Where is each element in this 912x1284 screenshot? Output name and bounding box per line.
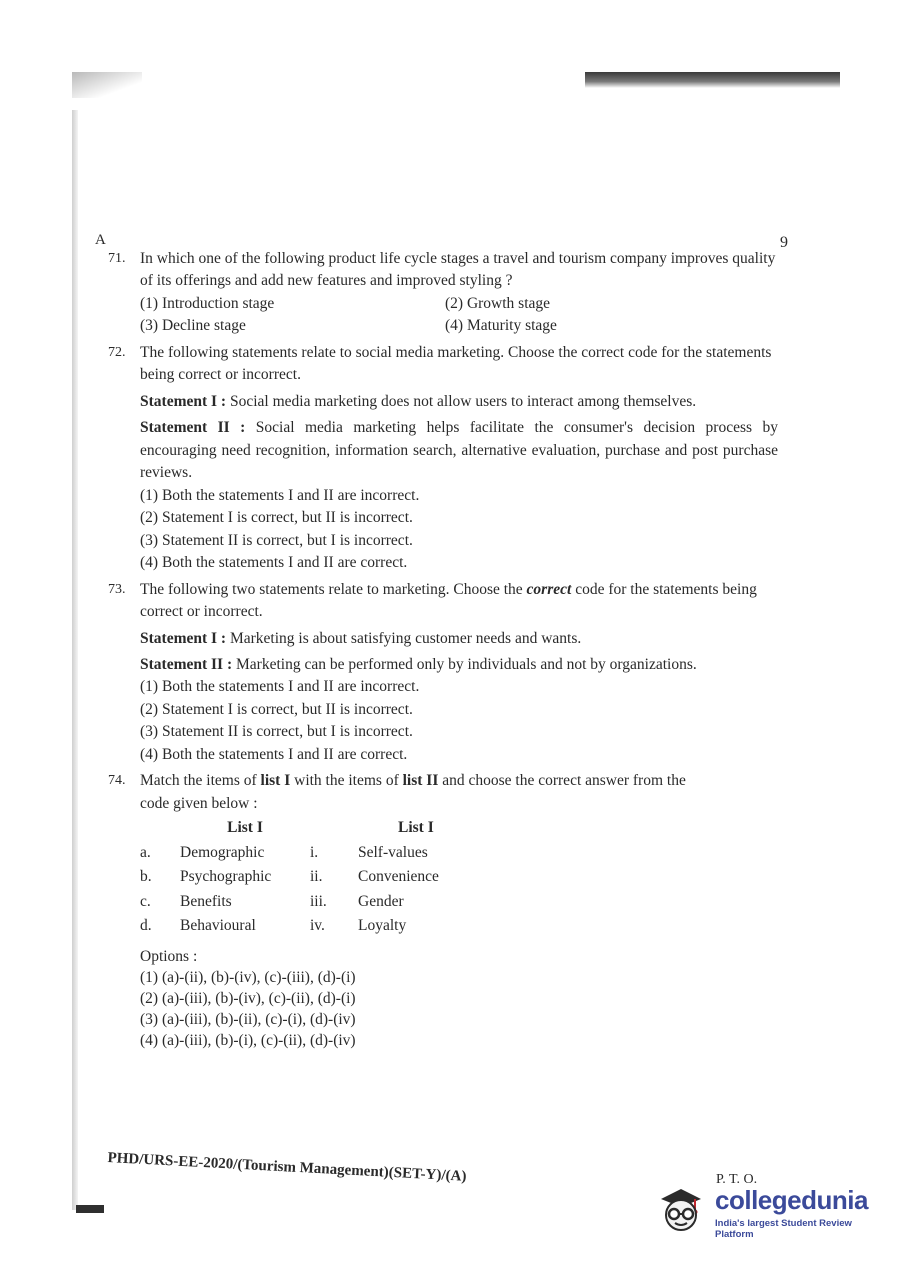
row-item: Loyalty: [358, 917, 407, 935]
option-3: (3) Statement II is correct, but I is incorrect.: [140, 723, 413, 741]
row-key: iii.: [310, 892, 327, 910]
page-number: 9: [780, 234, 788, 251]
question-72: [108, 342, 778, 575]
row-key: i.: [310, 843, 319, 861]
option-2: (2) Statement I is correct, but II is incorrect.: [140, 700, 413, 718]
set-letter: A: [95, 232, 106, 248]
options-label: Options :: [140, 947, 198, 965]
pto-label: P. T. O.: [716, 1172, 758, 1187]
option-1: (1) Both the statements I and II are incorrect.: [140, 678, 420, 696]
row-item: Psychographic: [180, 868, 272, 886]
statement-label: Statement II :: [140, 655, 233, 673]
mascot-logo-icon: [655, 1185, 711, 1233]
option-1: (1) Both the statements I and II are incorrect.: [140, 486, 420, 504]
row-key: c.: [140, 892, 151, 910]
list-1-header: List I: [227, 819, 263, 837]
statement-text: Social media marketing does not allow users to interact among themselves.: [229, 392, 697, 410]
option-3: (3) Statement II is correct, but I is incorrect.: [140, 531, 413, 549]
question-number: 71.: [108, 251, 126, 266]
row-key: ii.: [310, 868, 323, 886]
statement-2: [140, 654, 778, 676]
row-key: a.: [140, 843, 151, 861]
question-number: 72.: [108, 344, 126, 360]
statement-label: Statement I :: [140, 392, 227, 410]
statement-label: Statement II :: [140, 419, 246, 437]
option-2: (2) Growth stage: [445, 294, 551, 312]
emphasis-word: correct: [526, 580, 572, 598]
statement-label: Statement I :: [140, 629, 227, 647]
row-item: Behavioural: [180, 917, 256, 935]
questions-block: [108, 248, 778, 1056]
row-key: b.: [140, 868, 152, 886]
option-2: (2) Statement I is correct, but II is incorrect.: [140, 509, 413, 527]
row-item: Convenience: [358, 868, 439, 886]
option-4: (4) Maturity stage: [445, 317, 557, 335]
question-text: Match the items of list I with the items of list II and choose the correct answer from the: [140, 772, 686, 790]
option-4: (4) (a)-(iii), (b)-(i), (c)-(ii), (d)-(iv): [140, 1031, 356, 1049]
list-2-header: List I: [398, 819, 434, 837]
statement-1: [140, 391, 778, 413]
statement-1: [140, 628, 778, 650]
paper-code-footer: PHD/URS-EE-2020/(Tourism Management)(SET-Y)/(A): [107, 1150, 467, 1185]
option-1: (1) (a)-(ii), (b)-(iv), (c)-(iii), (d)-(i): [140, 969, 356, 987]
question-74: [108, 770, 778, 1051]
question-text: In which one of the following product life cycle stages a travel and tourism company improves quality of its offerings and add new features and improved styling ?: [140, 250, 776, 290]
brand-name: collegedunia: [715, 1185, 868, 1215]
question-number: 73.: [108, 581, 126, 597]
option-4: (4) Both the statements I and II are correct.: [140, 745, 408, 763]
match-table: [140, 817, 778, 937]
question-71: [108, 248, 778, 338]
row-key: iv.: [310, 917, 325, 935]
row-item: Gender: [358, 892, 404, 910]
option-4: (4) Both the statements I and II are correct.: [140, 554, 408, 572]
option-3: (3) (a)-(iii), (b)-(ii), (c)-(i), (d)-(iv): [140, 1010, 356, 1028]
statement-2: [140, 417, 778, 484]
option-2: (2) (a)-(iii), (b)-(iv), (c)-(ii), (d)-(i): [140, 989, 356, 1007]
statement-text: Social media marketing helps facilitate the consumer's decision process by encouraging need recognition, information search, alternative evaluation, purchase and post purchase reviews.: [140, 419, 779, 482]
brand-tagline: India's largest Student Review Platform: [715, 1218, 852, 1240]
question-text: The following two statements relate to marketing. Choose the correct code for the statements being correct or incorrect.: [140, 580, 757, 621]
row-item: Benefits: [180, 892, 232, 910]
question-text: The following statements relate to social media marketing. Choose the correct code for the statements being correct or incorrect.: [140, 343, 772, 384]
statement-text: Marketing can be performed only by individuals and not by organizations.: [236, 655, 697, 673]
question-text-line2: code given below :: [140, 794, 258, 812]
option-3: (3) Decline stage: [140, 317, 246, 335]
option-1: (1) Introduction stage: [140, 294, 275, 312]
row-key: d.: [140, 917, 152, 935]
question-number: 74.: [108, 773, 126, 789]
question-73: [108, 579, 778, 767]
statement-text: Marketing is about satisfying customer needs and wants.: [229, 629, 582, 647]
collegedunia-watermark: [655, 1185, 880, 1240]
row-item: Self-values: [358, 843, 428, 861]
row-item: Demographic: [180, 843, 265, 861]
